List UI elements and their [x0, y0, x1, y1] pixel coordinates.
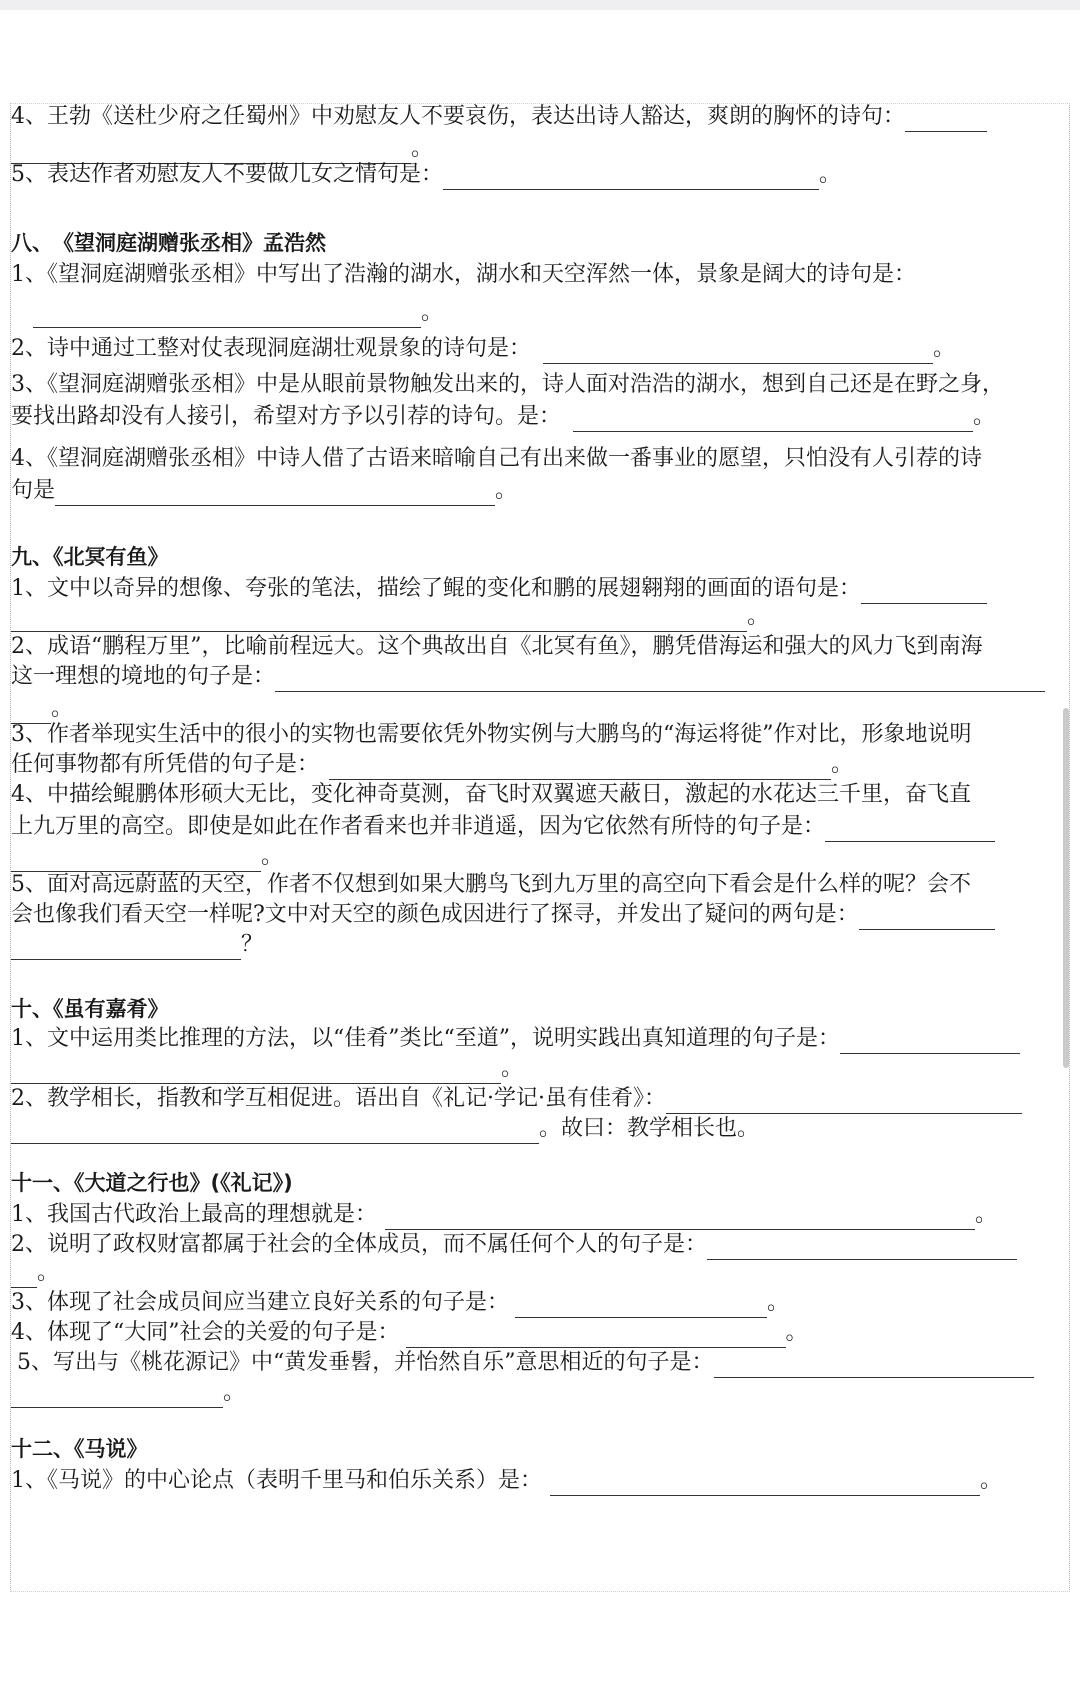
answer-blank[interactable] — [11, 1059, 501, 1084]
answer-blank[interactable] — [714, 1353, 1034, 1378]
question-line: 。 — [11, 694, 73, 724]
question-line: 1、《望洞庭湖赠张丞相》中写出了浩瀚的湖水，湖水和天空浑然一体，景象是阔大的诗句是： — [11, 262, 917, 287]
question-line: 任何事物都有所凭借的句子是： 。 — [11, 750, 853, 780]
question-line: 3、《望洞庭湖赠张丞相》中是从眼前景物触发出来的，诗人面对浩浩的湖水，想到自己还是在野之身， — [11, 372, 1005, 397]
question-line: 2、教学相长，指教和学互相促进。语出自《礼记·学记·虽有佳肴》： — [11, 1084, 1022, 1114]
section-heading: 十、《虽有嘉肴》 — [11, 997, 169, 1021]
question-line: ？ — [11, 930, 263, 960]
answer-blank[interactable] — [55, 481, 495, 506]
question-line: 5、面对高远蔚蓝的天空，作者不仅想到如果大鹏鸟飞到九万里的高空向下看会是什么样的呢？会不 — [11, 872, 972, 897]
section-heading: 九、《北冥有鱼》 — [11, 545, 169, 569]
answer-blank[interactable] — [406, 1323, 786, 1348]
question-line: 。 — [11, 134, 433, 164]
question-line: 。 — [11, 1258, 59, 1288]
answer-blank[interactable] — [385, 1205, 975, 1230]
question-line: 1、文中运用类比推理的方法，以“佳肴”类比“至道”，说明实践出真知道理的句子是： — [11, 1024, 1020, 1054]
question-line: 1、我国古代政治上最高的理想就是： 。 — [11, 1200, 997, 1230]
question-line: 4、体现了“大同”社会的关爱的句子是： 。 — [11, 1318, 808, 1348]
question-line: 2、诗中通过工整对仗表现洞庭湖壮观景象的诗句是： 。 — [11, 334, 955, 364]
question-line: 5、写出与《桃花源记》中“黄发垂髫，并怡然自乐”意思相近的句子是： — [11, 1348, 1034, 1378]
answer-blank[interactable] — [840, 1029, 1020, 1054]
question-line: 句是 。 — [11, 476, 517, 506]
answer-blank[interactable] — [11, 607, 747, 632]
document-page — [10, 103, 1070, 1592]
question-line: 。 — [11, 602, 769, 632]
question-line: 1、文中以奇异的想像、夸张的笔法，描绘了鲲的变化和鹏的展翅翱翔的画面的语句是： — [11, 574, 987, 604]
answer-blank[interactable] — [666, 1089, 1022, 1114]
question-line: 这一理想的境地的句子是： — [11, 662, 1045, 692]
answer-blank[interactable] — [11, 1383, 223, 1408]
question-line: 。 — [11, 1054, 523, 1084]
question-line: 要找出路却没有人接引，希望对方予以引荐的诗句。是： 。 — [11, 402, 995, 432]
answer-blank[interactable] — [33, 303, 421, 328]
answer-blank[interactable] — [543, 339, 933, 364]
section-heading: 十一、《大道之行也》(《礼记》) — [11, 1171, 293, 1195]
question-line: 。故曰：教学相长也。 — [11, 1114, 759, 1144]
answer-blank[interactable] — [515, 1293, 767, 1318]
section-heading: 十二、《马说》 — [11, 1437, 148, 1461]
answer-blank[interactable] — [11, 935, 241, 960]
section-heading: 八、 《望洞庭湖赠张丞相》孟浩然 — [11, 231, 326, 255]
question-line: 3、作者举现实生活中的很小的实物也需要依凭外物实例与大鹏鸟的“海运将徙”作对比，形象地说明 — [11, 722, 972, 747]
answer-blank[interactable] — [905, 107, 987, 132]
question-line: 4、《望洞庭湖赠张丞相》中诗人借了古语来暗喻自己有出来做一番事业的愿望，只怕没有人引荐的诗 — [11, 446, 983, 471]
answer-blank[interactable] — [443, 165, 819, 190]
vertical-scrollbar[interactable] — [1063, 708, 1069, 1068]
answer-blank[interactable] — [329, 755, 831, 780]
question-line: 。 — [11, 298, 443, 328]
answer-blank[interactable] — [707, 1235, 1017, 1260]
answer-blank[interactable] — [861, 579, 987, 604]
question-line: 5、表达作者劝慰友人不要做儿女之情句是： 。 — [11, 160, 841, 190]
question-line: 。 — [11, 1378, 245, 1408]
question-line: 2、说明了政权财富都属于社会的全体成员，而不属任何个人的句子是： — [11, 1230, 1017, 1260]
answer-blank[interactable] — [825, 817, 995, 842]
question-line: 。 — [11, 842, 283, 872]
top-toolbar-strip — [0, 0, 1080, 10]
answer-blank[interactable] — [859, 905, 995, 930]
question-line: 上九万里的高空。即使是如此在作者看来也并非逍遥，因为它依然有所恃的句子是： — [11, 812, 995, 842]
answer-blank[interactable] — [550, 1471, 980, 1496]
answer-blank[interactable] — [11, 1119, 539, 1144]
answer-blank[interactable] — [275, 667, 1045, 692]
question-line: 2、成语“鹏程万里”，比喻前程远大。这个典故出自《北冥有鱼》，鹏凭借海运和强大的风力飞到南海 — [11, 634, 983, 659]
answer-blank[interactable] — [573, 407, 973, 432]
question-line: 4、王勃《送杜少府之任蜀州》中劝慰友人不要哀伤，表达出诗人豁达，爽朗的胸怀的诗句： — [11, 102, 987, 132]
question-line: 会也像我们看天空一样呢?文中对天空的颜色成因进行了探寻，并发出了疑问的两句是： — [11, 900, 995, 930]
answer-blank[interactable] — [11, 847, 261, 872]
question-line: 4、中描绘鲲鹏体形硕大无比，变化神奇莫测，奋飞时双翼遮天蔽日，激起的水花达三千里，奋飞直 — [11, 782, 972, 807]
question-line: 1、《马说》的中心论点（表明千里马和伯乐关系）是： 。 — [11, 1466, 1002, 1496]
answer-blank[interactable] — [11, 1263, 37, 1288]
question-line: 3、体现了社会成员间应当建立良好关系的句子是： 。 — [11, 1288, 789, 1318]
